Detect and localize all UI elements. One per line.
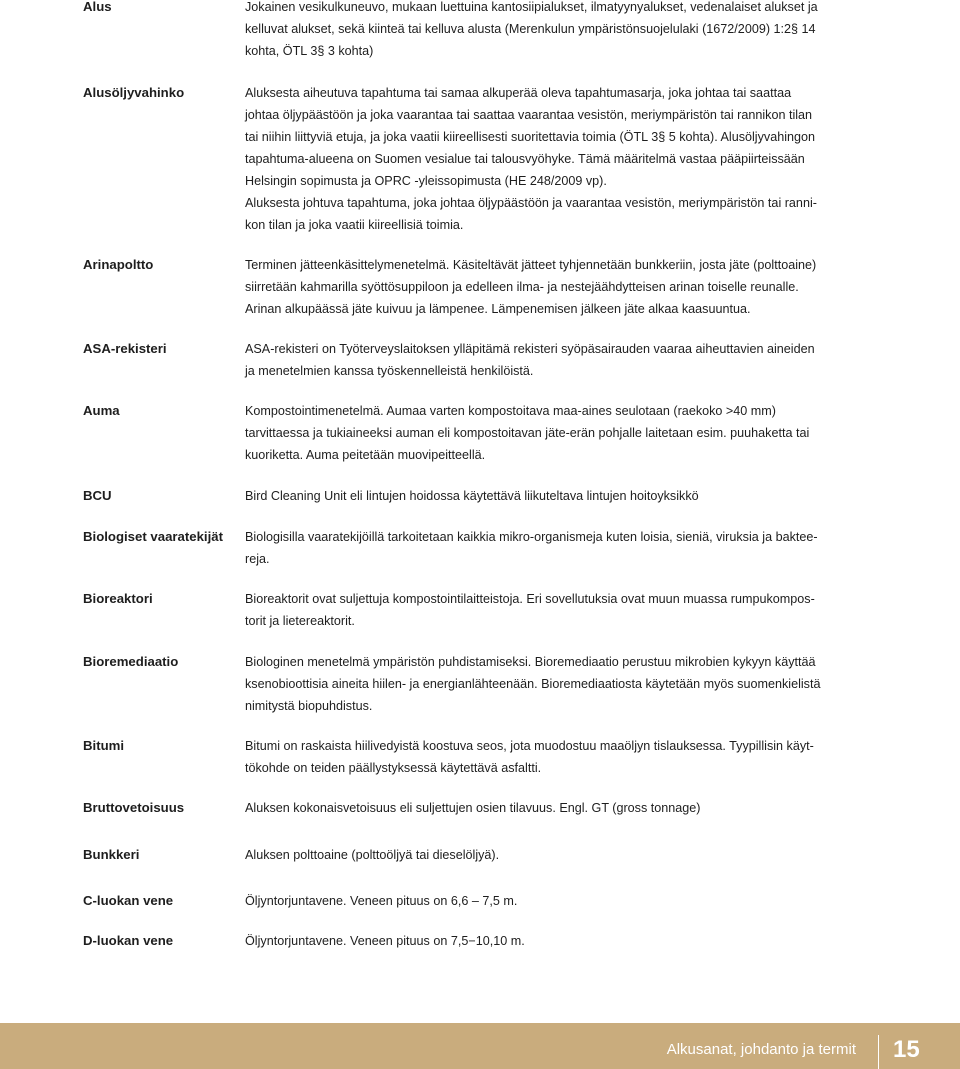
glossary-term: C-luokan vene xyxy=(83,893,174,908)
definition-line: Biologinen menetelmä ympäristön puhdistamiseksi. Bioremediaatio perustuu mikrobien kykyyn käyttää xyxy=(245,655,816,669)
definition-line: torit ja lietereaktorit. xyxy=(245,614,355,628)
glossary-term: Bioreaktori xyxy=(83,591,153,606)
glossary-definition xyxy=(245,735,855,779)
footer-divider xyxy=(878,1035,879,1069)
definition-line: Helsingin sopimusta ja OPRC -yleissopimusta (HE 248/2009 vp). xyxy=(245,174,607,188)
glossary-definition xyxy=(245,338,855,382)
definition-line: tökohde on teiden päällystyksessä käytettävä asfaltti. xyxy=(245,761,542,775)
glossary-term: BCU xyxy=(83,488,112,503)
definition-line: nimitystä biopuhdistus. xyxy=(245,699,373,713)
glossary-term: ASA-rekisteri xyxy=(83,341,167,356)
glossary-definition xyxy=(245,526,855,570)
definition-line: Aluksen polttoaine (polttoöljyä tai dieselöljyä). xyxy=(245,848,500,862)
glossary-term: Arinapoltto xyxy=(83,257,154,272)
glossary-term: Bruttovetoisuus xyxy=(83,800,185,815)
definition-line: ja menetelmien kanssa työskennelleistä henkilöistä. xyxy=(245,364,534,378)
definition-line: reja. xyxy=(245,552,270,566)
definition-line: Öljyntorjuntavene. Veneen pituus on 7,5−10,10 m. xyxy=(245,934,525,948)
glossary-definition xyxy=(245,588,855,632)
glossary-definition xyxy=(245,400,855,466)
definition-line: Jokainen vesikulkuneuvo, mukaan luettuina kantosiipialukset, ilmatyynyalukset, vedenalaiset alukset ja xyxy=(245,0,818,14)
definition-line: kelluvat alukset, sekä kiinteä tai kelluva alusta (Merenkulun ympäristönsuojelulaki (1672/2009) 1:2§ 14 xyxy=(245,22,816,36)
definition-line: Bitumi on raskaista hiilivedyistä koostuva seos, jota muodostuu maaöljyn tislauksessa. Tyypillisin käyt- xyxy=(245,739,814,753)
glossary-term: Auma xyxy=(83,403,120,418)
definition-line: Bird Cleaning Unit eli lintujen hoidossa käytettävä liikuteltava lintujen hoitoyksikkö xyxy=(245,489,699,503)
glossary-definition xyxy=(245,485,855,507)
definition-line: Biologisilla vaaratekijöillä tarkoitetaan kaikkia mikro-organismeja kuten loisia, sieniä, viruksia ja baktee- xyxy=(245,530,818,544)
definition-line: kohta, ÖTL 3§ 3 kohta) xyxy=(245,44,374,58)
definition-line: tarvittaessa ja tukiaineeksi auman eli kompostoitavan jäte-erän pohjalle laitetaan esim. puuhaketta tai xyxy=(245,426,810,440)
page-footer xyxy=(0,1023,960,1069)
definition-line: Aluksesta johtuva tapahtuma, joka johtaa öljypäästöön ja vaarantaa vesistön, meriympäristön tai ranni- xyxy=(245,196,817,210)
glossary-term: D-luokan vene xyxy=(83,933,174,948)
glossary-term: Alus xyxy=(83,0,112,14)
definition-line: Aluksesta aiheutuva tapahtuma tai samaa alkuperää oleva tapahtumasarja, joka johtaa tai saattaa xyxy=(245,86,792,100)
glossary-term: Alusöljyvahinko xyxy=(83,85,185,100)
glossary-definition xyxy=(245,82,855,236)
glossary-definition xyxy=(245,797,855,819)
definition-line: tapahtuma-alueena on Suomen vesialue tai talousvyöhyke. Tämä määritelmä vastaa pääpiirteissään xyxy=(245,152,805,166)
glossary-definition xyxy=(245,844,855,866)
definition-line: johtaa öljypäästöön ja joka vaarantaa tai saattaa vaarantaa vesistön, meriympäristön tai rannikon tilan xyxy=(245,108,813,122)
glossary-definition xyxy=(245,0,855,62)
page-number: 15 xyxy=(893,1036,920,1063)
definition-line: ksenobioottisia aineita hiilen- ja energianlähteenään. Bioremediaatiosta käytetään myös suomenkielistä xyxy=(245,677,821,691)
definition-line: Öljyntorjuntavene. Veneen pituus on 6,6 – 7,5 m. xyxy=(245,894,518,908)
definition-line: kon tilan ja joka vaatii kiireellisiä toimia. xyxy=(245,218,464,232)
definition-line: Aluksen kokonaisvetoisuus eli suljettujen osien tilavuus. Engl. GT (gross tonnage) xyxy=(245,801,701,815)
glossary-definition xyxy=(245,930,855,952)
glossary-definition xyxy=(245,651,855,717)
glossary-definition xyxy=(245,890,855,912)
definition-line: siirretään kahmarilla syöttösuppiloon ja edelleen ilma- ja nestejäähdytteisen arinan toiselle reunalle. xyxy=(245,280,799,294)
definition-line: tai niihin liittyviä etuja, ja joka vaatii kiireellisesti suoritettavia toimia (ÖTL 3§ 5 kohta). Alusöljyvahingon xyxy=(245,130,816,144)
glossary-term: Bioremediaatio xyxy=(83,654,179,669)
definition-line: kuoriketta. Auma peitetään muovipeitteellä. xyxy=(245,448,486,462)
definition-line: Bioreaktorit ovat suljettuja kompostointilaitteistoja. Eri sovellutuksia ovat muun muassa rumpukompos- xyxy=(245,592,815,606)
definition-line: Kompostointimenetelmä. Aumaa varten kompostoitava maa-aines seulotaan (raekoko >40 mm) xyxy=(245,404,776,418)
definition-line: Arinan alkupäässä jäte kuivuu ja lämpenee. Lämpenemisen jälkeen jäte alkaa kaasuuntua. xyxy=(245,302,751,316)
footer-section-title: Alkusanat, johdanto ja termit xyxy=(666,1041,856,1058)
glossary-term: Biologiset vaaratekijät xyxy=(83,529,223,544)
glossary-term: Bitumi xyxy=(83,738,125,753)
glossary-term: Bunkkeri xyxy=(83,847,140,862)
glossary-definition xyxy=(245,254,855,320)
definition-line: ASA-rekisteri on Työterveyslaitoksen ylläpitämä rekisteri syöpäsairauden vaaraa aiheuttavien aineiden xyxy=(245,342,815,356)
definition-line: Terminen jätteenkäsittelymenetelmä. Käsiteltävät jätteet tyhjennetään bunkkeriin, josta jäte (polttoaine) xyxy=(245,258,817,272)
